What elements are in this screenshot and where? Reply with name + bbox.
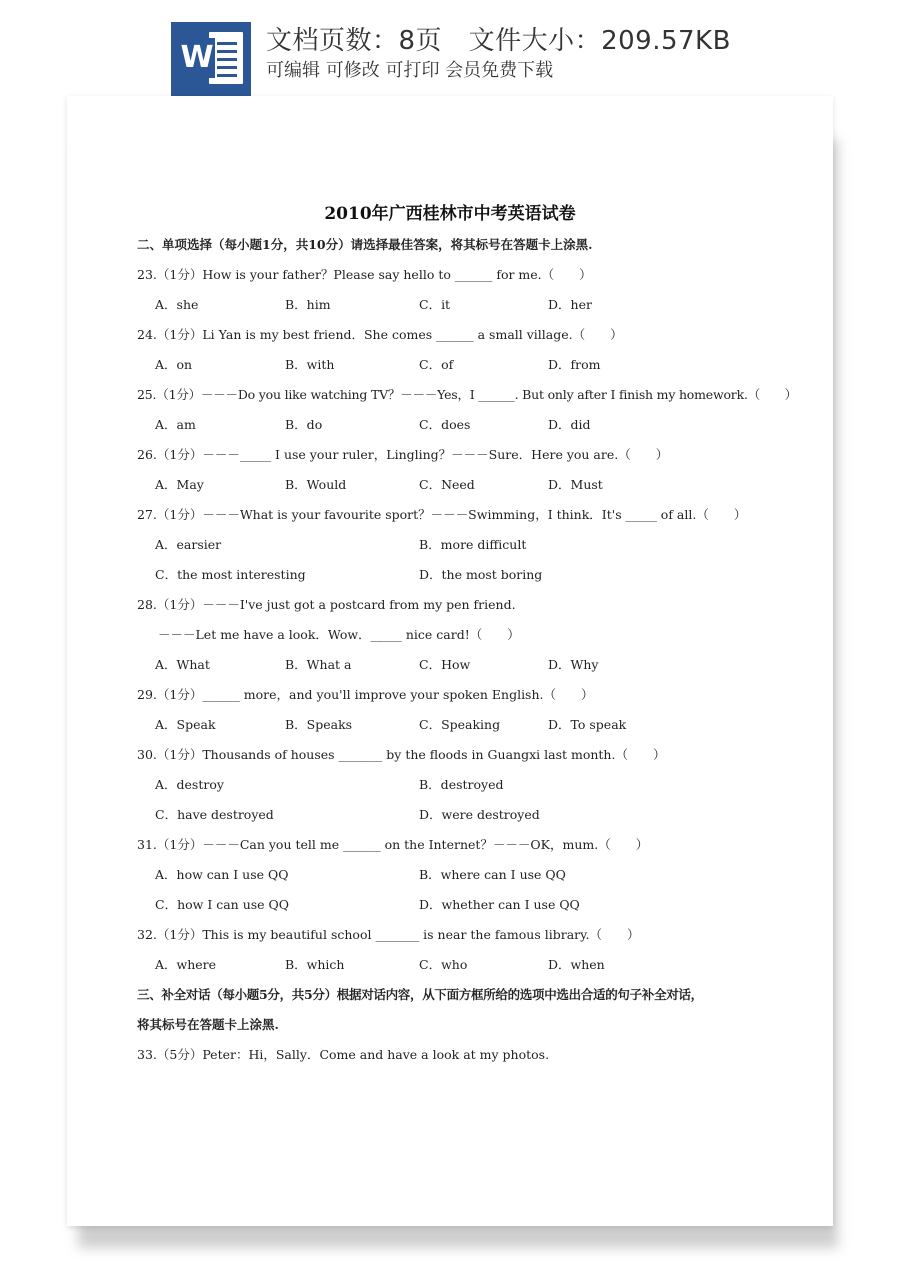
page-count: 文档页数：8页	[266, 26, 443, 56]
question-30: 30.（1分）Thousands of houses _______ by the floods in Guangxi last month.（ ）	[137, 747, 666, 762]
option-25b: B．do	[285, 417, 323, 432]
option-25d: D．did	[548, 417, 591, 432]
option-25a: A．am	[155, 417, 196, 432]
question-31: 31.（1分）－－－Can you tell me ______ on the Internet？－－－OK，mum.（ ）	[137, 837, 649, 852]
option-29a: A．Speak	[155, 717, 216, 732]
option-30a: A．destroy	[155, 777, 224, 792]
option-30b: B．destroyed	[419, 777, 504, 792]
features-text: 可编辑 可修改 可打印 会员免费下载	[266, 60, 554, 81]
question-28: 28.（1分）－－－I've just got a postcard from my pen friend.	[137, 597, 516, 612]
option-27b: B．more difficult	[419, 537, 527, 552]
download-banner	[0, 0, 900, 96]
option-24a: A．on	[155, 357, 193, 372]
option-24c: C．of	[419, 357, 454, 372]
word-letter: W	[179, 38, 215, 78]
question-32: 32.（1分）This is my beautiful school _______ is near the famous library.（ ）	[137, 927, 640, 942]
question-24: 24.（1分）Li Yan is my best friend．She comes ______ a small village.（ ）	[137, 327, 623, 342]
option-32c: C．who	[419, 957, 468, 972]
option-26d: D．Must	[548, 477, 603, 492]
option-32d: D．when	[548, 957, 605, 972]
word-document-icon	[171, 22, 251, 96]
option-32a: A．where	[155, 957, 217, 972]
option-23a: A．she	[155, 297, 199, 312]
option-28a: A．What	[155, 657, 210, 672]
option-28b: B．What a	[285, 657, 352, 672]
option-29c: C．Speaking	[419, 717, 501, 732]
option-30c: C．have destroyed	[155, 807, 274, 822]
option-31c: C．how I can use QQ	[155, 897, 290, 912]
option-30d: D．were destroyed	[419, 807, 540, 822]
option-24d: D．from	[548, 357, 601, 372]
option-29d: D．To speak	[548, 717, 627, 732]
section-heading: 二、单项选择（每小题1分，共10分）请选择最佳答案，将其标号在答题卡上涂黑.	[137, 237, 593, 252]
option-23d: D．her	[548, 297, 592, 312]
question-23: 23.（1分）How is your father？Please say hello to ______ for me.（ ）	[137, 267, 592, 282]
section-heading-3-cont: 将其标号在答题卡上涂黑.	[137, 1017, 279, 1032]
option-27a: A．earsier	[155, 537, 222, 552]
question-33: 33.（5分）Peter：Hi，Sally．Come and have a look at my photos.	[137, 1047, 550, 1062]
option-31d: D．whether can I use QQ	[419, 897, 580, 912]
option-23c: C．it	[419, 297, 451, 312]
option-26b: B．Would	[285, 477, 347, 492]
option-28c: C．How	[419, 657, 471, 672]
option-23b: B．him	[285, 297, 331, 312]
option-32b: B．which	[285, 957, 345, 972]
option-27c: C．the most interesting	[155, 567, 306, 582]
option-26c: C．Need	[419, 477, 475, 492]
option-28d: D．Why	[548, 657, 599, 672]
section-heading-3: 三、补全对话（每小题5分，共5分）根据对话内容，从下面方框所给的选项中选出合适的句子补全对话，	[137, 987, 703, 1002]
page-title: 2010年广西桂林市中考英语试卷	[324, 204, 576, 224]
option-24b: B．with	[285, 357, 335, 372]
option-29b: B．Speaks	[285, 717, 353, 732]
file-info	[266, 20, 731, 57]
option-26a: A．May	[155, 477, 204, 492]
question-29: 29.（1分）______ more，and you'll improve your spoken English.（ ）	[137, 687, 594, 702]
option-31b: B．where can I use QQ	[419, 867, 566, 882]
question-26: 26.（1分）－－－_____ I use your ruler，Lingling？－－－Sure．Here you are.（ ）	[137, 447, 669, 462]
question-25: 25.（1分）－－－Do you like watching TV？－－－Yes，I ______. But only after I finish my homework.（ ）	[137, 387, 797, 402]
question-28-reply: －－－Let me have a look．Wow．_____ nice card!（ ）	[158, 627, 520, 642]
option-27d: D．the most boring	[419, 567, 543, 582]
file-size: 文件大小：209.57KB	[468, 26, 731, 56]
question-27: 27.（1分）－－－What is your favourite sport？－－－Swimming，I think．It's _____ of all.（ ）	[137, 507, 747, 522]
option-31a: A．how can I use QQ	[155, 867, 289, 882]
option-25c: C．does	[419, 417, 471, 432]
